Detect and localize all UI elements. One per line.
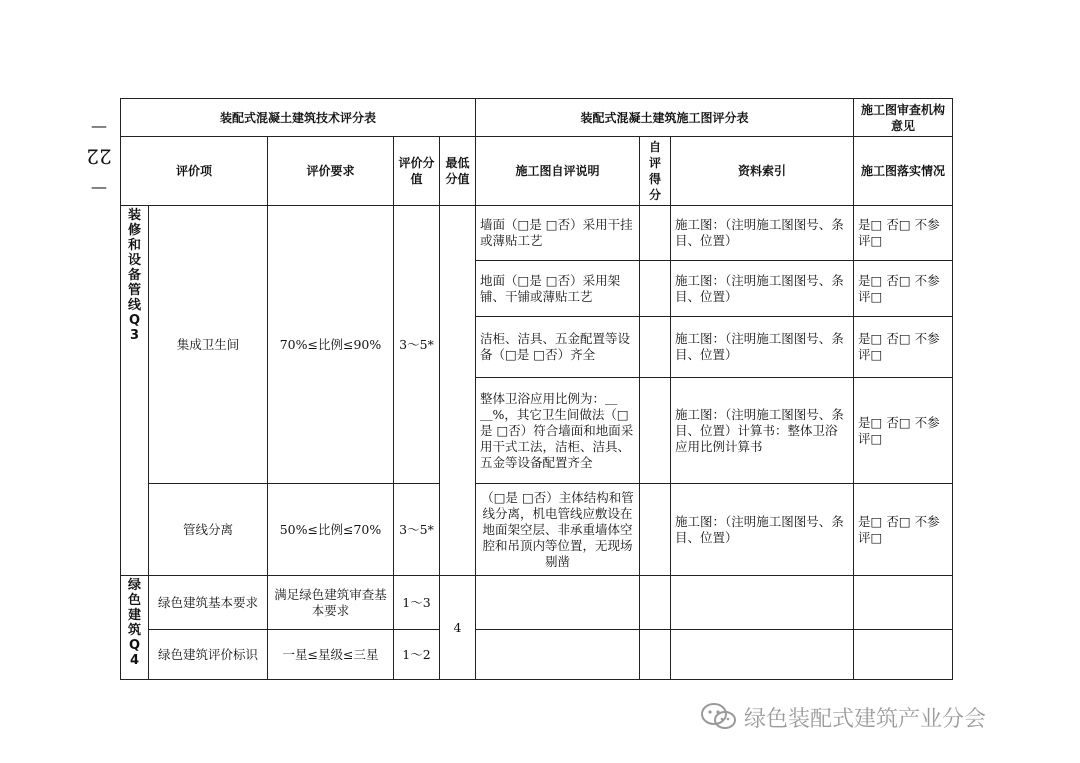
- category-char: 设: [127, 253, 141, 268]
- table-row: [121, 484, 953, 576]
- implementation-cell: 是□ 否□ 不参评□: [854, 378, 953, 484]
- self-desc: 整体卫浴应用比例为：＿＿%，其它卫生间做法（□是 □否）符合墙面和地面采用干式工法，洁柜、洁具、五金等设备配置齐全: [476, 378, 640, 484]
- right-table-title: 施工图审查机构意见: [854, 99, 953, 137]
- green-basic-score: 1～3: [394, 576, 440, 630]
- green-label-requirement: 一星≤星级≤三星: [268, 630, 394, 680]
- index-cell: 施工图：（注明施工图图号、条目、位置）: [671, 261, 854, 317]
- self-score-cell[interactable]: [640, 378, 671, 484]
- green-basic-item: 绿色建筑基本要求: [149, 576, 268, 630]
- header-self-score: 自评得分: [640, 137, 671, 206]
- category-char: 建: [127, 608, 141, 623]
- table-row: [121, 630, 953, 680]
- q3-min-score: [440, 206, 476, 576]
- self-score-cell[interactable]: [640, 317, 671, 378]
- index-cell: 施工图：（注明施工图图号、条目、位置）计算书：整体卫浴应用比例计算书: [671, 378, 854, 484]
- self-desc-empty[interactable]: [476, 576, 640, 630]
- self-score-cell[interactable]: [640, 261, 671, 317]
- pipeline-requirement: 50%≤比例≤70%: [268, 484, 394, 576]
- index-cell: 施工图：（注明施工图图号、条目、位置）: [671, 317, 854, 378]
- category-char: 线: [127, 298, 141, 313]
- header-index: 资料索引: [671, 137, 854, 206]
- pipeline-score: 3～5*: [394, 484, 440, 576]
- bathroom-requirement: 70%≤比例≤90%: [268, 206, 394, 484]
- self-score-cell[interactable]: [640, 630, 671, 680]
- green-min-score: 4: [440, 576, 476, 680]
- left-table-title: 装配式混凝土建筑技术评分表: [121, 99, 476, 137]
- header-self-desc: 施工图自评说明: [476, 137, 640, 206]
- pipeline-item: 管线分离: [149, 484, 268, 576]
- self-desc: 洁柜、洁具、五金配置等设备（□是 □否）齐全: [476, 317, 640, 378]
- implementation-cell: 是□ 否□ 不参评□: [854, 261, 953, 317]
- index-cell-empty[interactable]: [671, 630, 854, 680]
- category-q3: [121, 206, 149, 576]
- bathroom-score: 3～5*: [394, 206, 440, 484]
- green-label-item: 绿色建筑评价标识: [149, 630, 268, 680]
- bathroom-item: 集成卫生间: [149, 206, 268, 484]
- category-char: 4: [129, 653, 140, 668]
- category-char: 修: [127, 223, 141, 238]
- table-row: [121, 206, 953, 261]
- watermark: [700, 700, 986, 734]
- category-char: 管: [127, 283, 141, 298]
- category-char: 和: [127, 238, 141, 253]
- self-desc-empty[interactable]: [476, 630, 640, 680]
- category-q4-label: [121, 578, 148, 668]
- self-score-cell[interactable]: [640, 576, 671, 630]
- green-label-score: 1～2: [394, 630, 440, 680]
- category-char: Q: [128, 638, 141, 653]
- self-score-cell[interactable]: [640, 206, 671, 261]
- category-char: 备: [127, 268, 141, 283]
- header-implementation: 施工图落实情况: [854, 137, 953, 206]
- category-q4: [121, 576, 149, 680]
- implementation-cell: 是□ 否□ 不参评□: [854, 484, 953, 576]
- category-q3-label: [121, 208, 148, 343]
- category-char: 3: [129, 328, 140, 343]
- page-number: [86, 118, 112, 195]
- category-char: Q: [128, 313, 141, 328]
- header-requirement: 评价要求: [268, 137, 394, 206]
- category-char: 筑: [127, 623, 141, 638]
- self-desc: 墙面（□是 □否）采用干挂或薄贴工艺: [476, 206, 640, 261]
- category-char: 装: [127, 208, 141, 223]
- index-cell-empty[interactable]: [671, 576, 854, 630]
- table-row: [121, 576, 953, 630]
- header-score: 评价分值: [394, 137, 440, 206]
- implementation-cell-empty[interactable]: [854, 576, 953, 630]
- evaluation-table: [120, 98, 953, 680]
- green-basic-requirement: 满足绿色建筑审查基本要求: [268, 576, 394, 630]
- self-desc: （□是 □否）主体结构和管线分离，机电管线应敷设在地面架空层、非承重墙体空腔和吊顶内等位置，无现场剔凿: [476, 484, 640, 576]
- header-item: 评价项: [121, 137, 268, 206]
- middle-table-title: 装配式混凝土建筑施工图评分表: [476, 99, 854, 137]
- page-number-dash-bottom: —: [91, 177, 107, 197]
- category-char: 色: [127, 593, 141, 608]
- wechat-icon: [700, 702, 738, 732]
- index-cell: 施工图：（注明施工图图号、条目、位置）: [671, 206, 854, 261]
- self-score-cell[interactable]: [640, 484, 671, 576]
- page-number-dash-top: —: [91, 116, 107, 135]
- self-desc: 地面（□是 □否）采用架铺、干铺或薄贴工艺: [476, 261, 640, 317]
- index-cell: 施工图：（注明施工图图号、条目、位置）: [671, 484, 854, 576]
- implementation-cell: 是□ 否□ 不参评□: [854, 206, 953, 261]
- page-number-value: 22: [86, 144, 112, 169]
- watermark-text: 绿色装配式建筑产业分会: [744, 706, 987, 732]
- header-min-score: 最低分值: [440, 137, 476, 206]
- category-char: 绿: [127, 578, 141, 593]
- implementation-cell: 是□ 否□ 不参评□: [854, 317, 953, 378]
- implementation-cell-empty[interactable]: [854, 630, 953, 680]
